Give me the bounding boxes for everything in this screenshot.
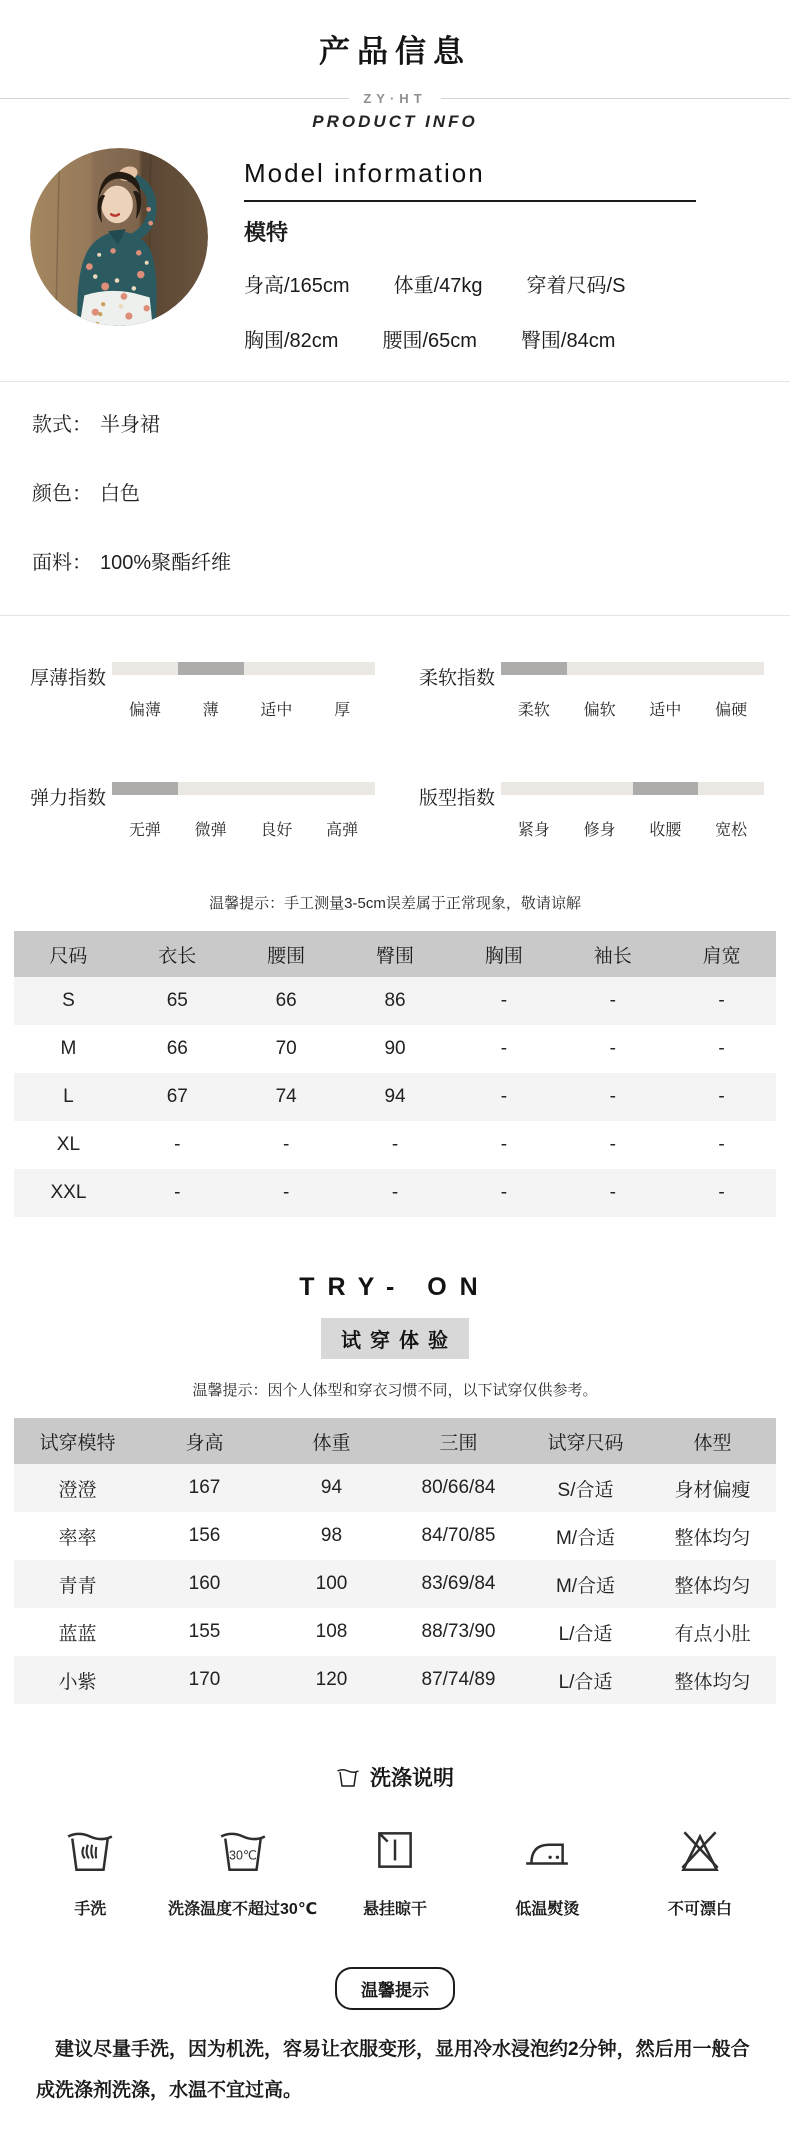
detail-fabric: 面料： 100%聚酯纤维 [32,552,232,574]
details-section [0,382,790,575]
tryon-title-en: TRY- ON [299,1273,491,1301]
wash-basin-icon [336,1766,360,1788]
tryon-row-2: 率率 156 98 84/70/85 M/合适 整体均匀 [58,1525,751,1549]
index-thickness: 厚薄指数 偏薄 薄 适中 厚 [30,662,375,720]
warm-tip [0,1967,790,2010]
detail-style: 款式： 半身裙 [32,414,160,436]
model-waist: 腰围/65cm [382,330,477,352]
thickness-bar-fill [178,662,244,675]
tryon-header [0,1273,790,1400]
fit-bar-fill [633,782,699,795]
size-row-s: S 65 66 86 - - - [14,977,776,1025]
tryon-note: 温馨提示：因个人体型和穿衣习惯不同，以下试穿仅供参考。 [192,1382,598,1399]
model-stats-row2 [244,324,790,353]
wash-item-handwash: 手洗 [14,1826,166,1919]
model-photo [30,148,208,326]
divider-left [0,98,349,99]
index-section [0,616,790,840]
no-bleach-icon [675,1826,725,1874]
size-table-header-row: 尺码 衣长 腰围 臀围 胸围 袖长 肩宽 [14,931,776,977]
tryon-table-header-row: 试穿模特 身高 体重 三围 试穿尺码 体型 [14,1418,776,1464]
detail-color: 颜色： 白色 [32,483,140,505]
tryon-row-5: 小紫 170 120 87/74/89 L/合适 整体均匀 [14,1656,776,1704]
elasticity-bar [112,782,375,795]
index-elasticity: 弹力指数 无弹 微弹 良好 高弹 [30,782,375,840]
model-section [0,148,790,353]
model-hip: 臀围/84cm [520,330,616,352]
size-row-xxl: XXL - - - - - - [14,1169,776,1217]
model-title-cn: 模特 [244,220,289,245]
size-row-xl: XL - - - - - - [56,1134,725,1155]
index-softness: 柔软指数 柔软 偏软 适中 偏硬 [419,662,764,720]
warm-tip-badge: 温馨提示 [335,1967,455,2010]
page-title: 产品信息 [319,34,471,69]
model-bust: 胸围/82cm [244,330,339,352]
warm-tip-text: 建议尽量手洗，因为机洗，容易让衣服变形，显用冷水浸泡约2分钟，然后用一般合成洗涤剂洗涤，水温不宜过高。 [36,2039,750,2101]
hang-dry-icon [370,1826,420,1874]
tryon-table [14,1418,776,1704]
index-fit: 版型指数 紧身 修身 收腰 宽松 [419,782,764,840]
washing-icons-row [0,1826,790,1919]
tryon-row-3: 青青 160 100 83/69/84 M/合适 整体均匀 [14,1560,776,1608]
softness-bar [501,662,764,675]
size-note: 温馨提示：手工测量3-5cm误差属于正常现象，敬请谅解 [209,895,581,912]
size-row-m: M 66 70 90 - - - [60,1038,725,1059]
tryon-row-4: 蓝蓝 155 108 88/73/90 L/合适 有点小肚 [58,1621,751,1645]
model-title-en: Model information [244,158,696,202]
wash-item-hangdry: 悬挂晾干 [319,1826,471,1919]
thickness-bar [112,662,375,675]
wash-item-nobleach: 不可漂白 [624,1826,776,1919]
washing-title: 洗涤说明 [0,1762,790,1792]
model-photo-illustration [30,148,208,326]
max-30c-icon [218,1826,268,1874]
model-stats-row1 [244,269,790,298]
page-subtitle: PRODUCT INFO [312,112,478,131]
elasticity-bar-fill [112,782,178,795]
model-weight: 体重/47kg [393,275,483,297]
brand-label: ZY·HT [363,91,427,106]
fit-bar [501,782,764,795]
model-size: 穿着尺码/S [526,275,626,297]
header [0,0,790,132]
svg-text:30℃: 30℃ [228,1848,257,1863]
hand-wash-icon [65,1826,115,1874]
model-text-block [208,148,790,353]
tryon-title-cn: 试穿体验 [321,1318,469,1359]
size-row-l: L 67 74 94 - - - [14,1073,776,1121]
low-iron-icon [522,1826,572,1874]
wash-item-iron: 低温熨烫 [471,1826,623,1919]
tryon-row-1: 澄澄 167 94 80/66/84 S/合适 身材偏瘦 [14,1464,776,1512]
size-table [14,931,776,1217]
wash-item-30c: 30℃ 洗涤温度不超过30℃ [166,1826,318,1919]
model-height: 身高/165cm [244,275,350,297]
divider-right [441,98,790,99]
brand-line [0,91,790,106]
softness-bar-fill [501,662,567,675]
